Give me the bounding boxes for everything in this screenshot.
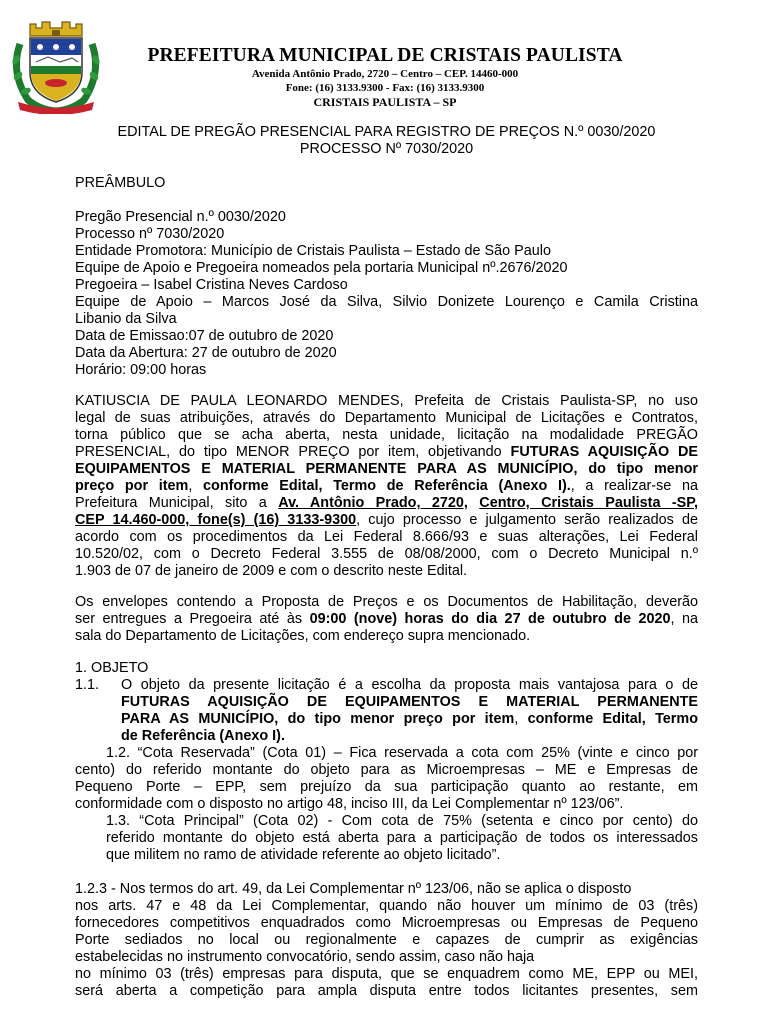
preambulo-equipe-cont: Libanio da Silva xyxy=(75,311,177,327)
preambulo-pregoeira: Pregoeira – Isabel Cristina Neves Cardoso xyxy=(75,277,348,293)
p1-cep-phone: CEP 14.460-000, fone(s) (16) 3133-9300 xyxy=(75,512,357,528)
objeto-bold-line: FUTURAS AQUISIÇÃO DE EQUIPAMENTOS E MATERIAL PERMANENTE xyxy=(121,694,698,710)
item-number: 1.1. xyxy=(75,677,100,693)
p2-line: Os envelopes contendo a Proposta de Preços e os Documentos de Habilitação, deverão xyxy=(75,594,698,610)
cota-reservada-line: 1.2. “Cota Reservada” (Cota 01) – Fica reservada a cota com 25% (vinte e cinco por xyxy=(106,745,698,761)
header-city: CRISTAIS PAULISTA – SP xyxy=(313,95,457,109)
preambulo-entidade: Entidade Promotora: Município de Cristais Paulista – Estado de São Paulo xyxy=(75,243,551,259)
preambulo-data-emissao: Data de Emissao:07 de outubro de 2020 xyxy=(75,328,334,344)
p1-text: , cujo processo e julgamento serão realizados de xyxy=(356,512,699,528)
p1-bold-text: preço por item xyxy=(75,478,189,494)
p1-line: KATIUSCIA DE PAULA LEONARDO MENDES, Prefeita de Cristais Paulista-SP, no uso xyxy=(75,393,698,409)
objeto-heading: 1. OBJETO xyxy=(75,660,149,676)
p2-line xyxy=(75,611,698,628)
p1-bold-line: EQUIPAMENTOS E MATERIAL PERMANENTE PARA AS MUNICÍPIO, do tipo menor xyxy=(75,461,698,477)
objeto-bold-text: PARA AS MUNICÍPIO, do tipo menor preço por item xyxy=(121,711,515,727)
p1-line xyxy=(75,495,698,512)
preambulo-equipe: Equipe de Apoio – Marcos José da Silva, Silvio Donizete Lourenço e Camila Cristina xyxy=(75,294,698,310)
cota-reservada-line: cento) do referido montante do objeto para as Microempresas – ME e Empresas de xyxy=(75,762,698,778)
p123-line: Porte sediados no local ou regionalmente e capazes de cumprir as exigências xyxy=(75,932,698,948)
p123-line: nos arts. 47 e 48 da Lei Complementar, quando não houver um mínimo de 03 (três) xyxy=(75,898,698,914)
objeto-bold-line: de Referência (Anexo I). xyxy=(121,728,285,744)
cota-principal-line: 1.3. “Cota Principal” (Cota 02) - Com cota de 75% (setenta e cinco por cento) do xyxy=(106,813,698,829)
p1-bold-text: conforme Edital, Termo de Referência (Anexo I). xyxy=(203,478,571,494)
p1-line xyxy=(75,512,698,529)
preambulo-heading: PREÂMBULO xyxy=(75,175,166,191)
p1-line: 10.520/02, com o Decreto Federal 3.555 de 08/08/2000, com o Decreto Municipal n.º xyxy=(75,546,698,562)
processo-title: PROCESSO Nº 7030/2020 xyxy=(299,141,474,157)
objeto-line: O objeto da presente licitação é a escolha da proposta mais vantajosa para o de xyxy=(121,677,698,693)
p123-line: no mínimo 03 (três) empresas para disputa, que se enquadrem como ME, EPP ou MEI, xyxy=(75,966,698,982)
objeto-line xyxy=(121,711,698,728)
p1-line: torna público que se acha aberta, nesta unidade, licitação na modalidade PREGÃO xyxy=(75,427,698,443)
p1-line xyxy=(75,478,698,495)
p1-bold-object: FUTURAS AQUISIÇÃO DE xyxy=(510,444,698,460)
header-title: PREFEITURA MUNICIPAL DE CRISTAIS PAULISTA xyxy=(147,45,623,66)
municipal-crest-icon xyxy=(6,14,106,114)
header-phone: Fone: (16) 3133.9300 - Fax: (16) 3133.9300 xyxy=(285,82,485,94)
preambulo-pregao: Pregão Presencial n.º 0030/2020 xyxy=(75,209,286,225)
p123-line: fornecedores competitivos enquadrados como Microempresas ou Empresas de Pequeno xyxy=(75,915,698,931)
p1-line: acordo com os procedimentos da Lei Federal 8.666/93 e suas alterações, Lei Federal xyxy=(75,529,698,545)
p1-line xyxy=(75,444,698,461)
objeto-text: , xyxy=(514,711,528,727)
objeto-bold-text: conforme Edital, Termo xyxy=(527,711,698,727)
p2-text: , na xyxy=(670,611,698,627)
preambulo-portaria: Equipe de Apoio e Pregoeira nomeados pela portaria Municipal nº.2676/2020 xyxy=(75,260,568,276)
p1-text xyxy=(468,495,479,511)
p2-text: ser entregues a Pregoeira até às xyxy=(75,611,310,627)
preambulo-horario: Horário: 09:00 horas xyxy=(75,362,207,378)
p123-line: 1.2.3 - Nos termos do art. 49, da Lei Complementar nº 123/06, não se aplica o disposto xyxy=(75,881,632,897)
edital-title: EDITAL DE PREGÃO PRESENCIAL PARA REGISTRO DE PREÇOS N.º 0030/2020 xyxy=(117,124,656,140)
p2-line: sala do Departamento de Licitações, com endereço supra mencionado. xyxy=(75,628,531,644)
p123-line: estabelecidas no instrumento convocatório, sendo assim, caso não haja xyxy=(75,949,535,965)
p1-line: 1.903 de 07 de janeiro de 2009 e com o descrito neste Edital. xyxy=(75,563,468,579)
p1-text: , xyxy=(188,478,204,494)
p1-text: PRESENCIAL, do tipo MENOR PREÇO por item, objetivando xyxy=(75,444,511,460)
p1-address: Av. Antônio Prado, 2720, xyxy=(278,495,468,511)
preambulo-processo: Processo nº 7030/2020 xyxy=(75,226,225,242)
cota-principal-line: que militem no ramo de atividade referente ao objeto licitado”. xyxy=(106,847,501,863)
header-address: Avenida Antônio Prado, 2720 – Centro – CEP. 14460-000 xyxy=(251,68,519,80)
p1-line: legal de suas atribuições, através do Departamento Municipal de Licitações e Contratos, xyxy=(75,410,698,426)
p1-address-city: Centro, Cristais Paulista -SP, xyxy=(479,495,699,511)
p1-text: Prefeitura Municipal, sito a xyxy=(75,495,279,511)
cota-reservada-line: conformidade com o disposto no artigo 48, inciso III, da Lei Complementar nº 123/06”. xyxy=(75,796,624,812)
p2-bold-deadline: 09:00 (nove) horas do dia 27 de outubro de 2020 xyxy=(309,611,671,627)
preambulo-data-abertura: Data da Abertura: 27 de outubro de 2020 xyxy=(75,345,337,361)
cota-principal-line: referido montante do objeto está aberta para a participação de todos os interessados xyxy=(106,830,698,846)
p1-text: , a realizar-se na xyxy=(570,478,698,494)
p123-line: será aberta a competição para ampla disputa entre todos licitantes presentes, sem xyxy=(75,983,698,999)
cota-reservada-line: Pequeno Porte – EPP, sem prejuízo da sua participação quanto ao restante, em xyxy=(75,779,698,795)
